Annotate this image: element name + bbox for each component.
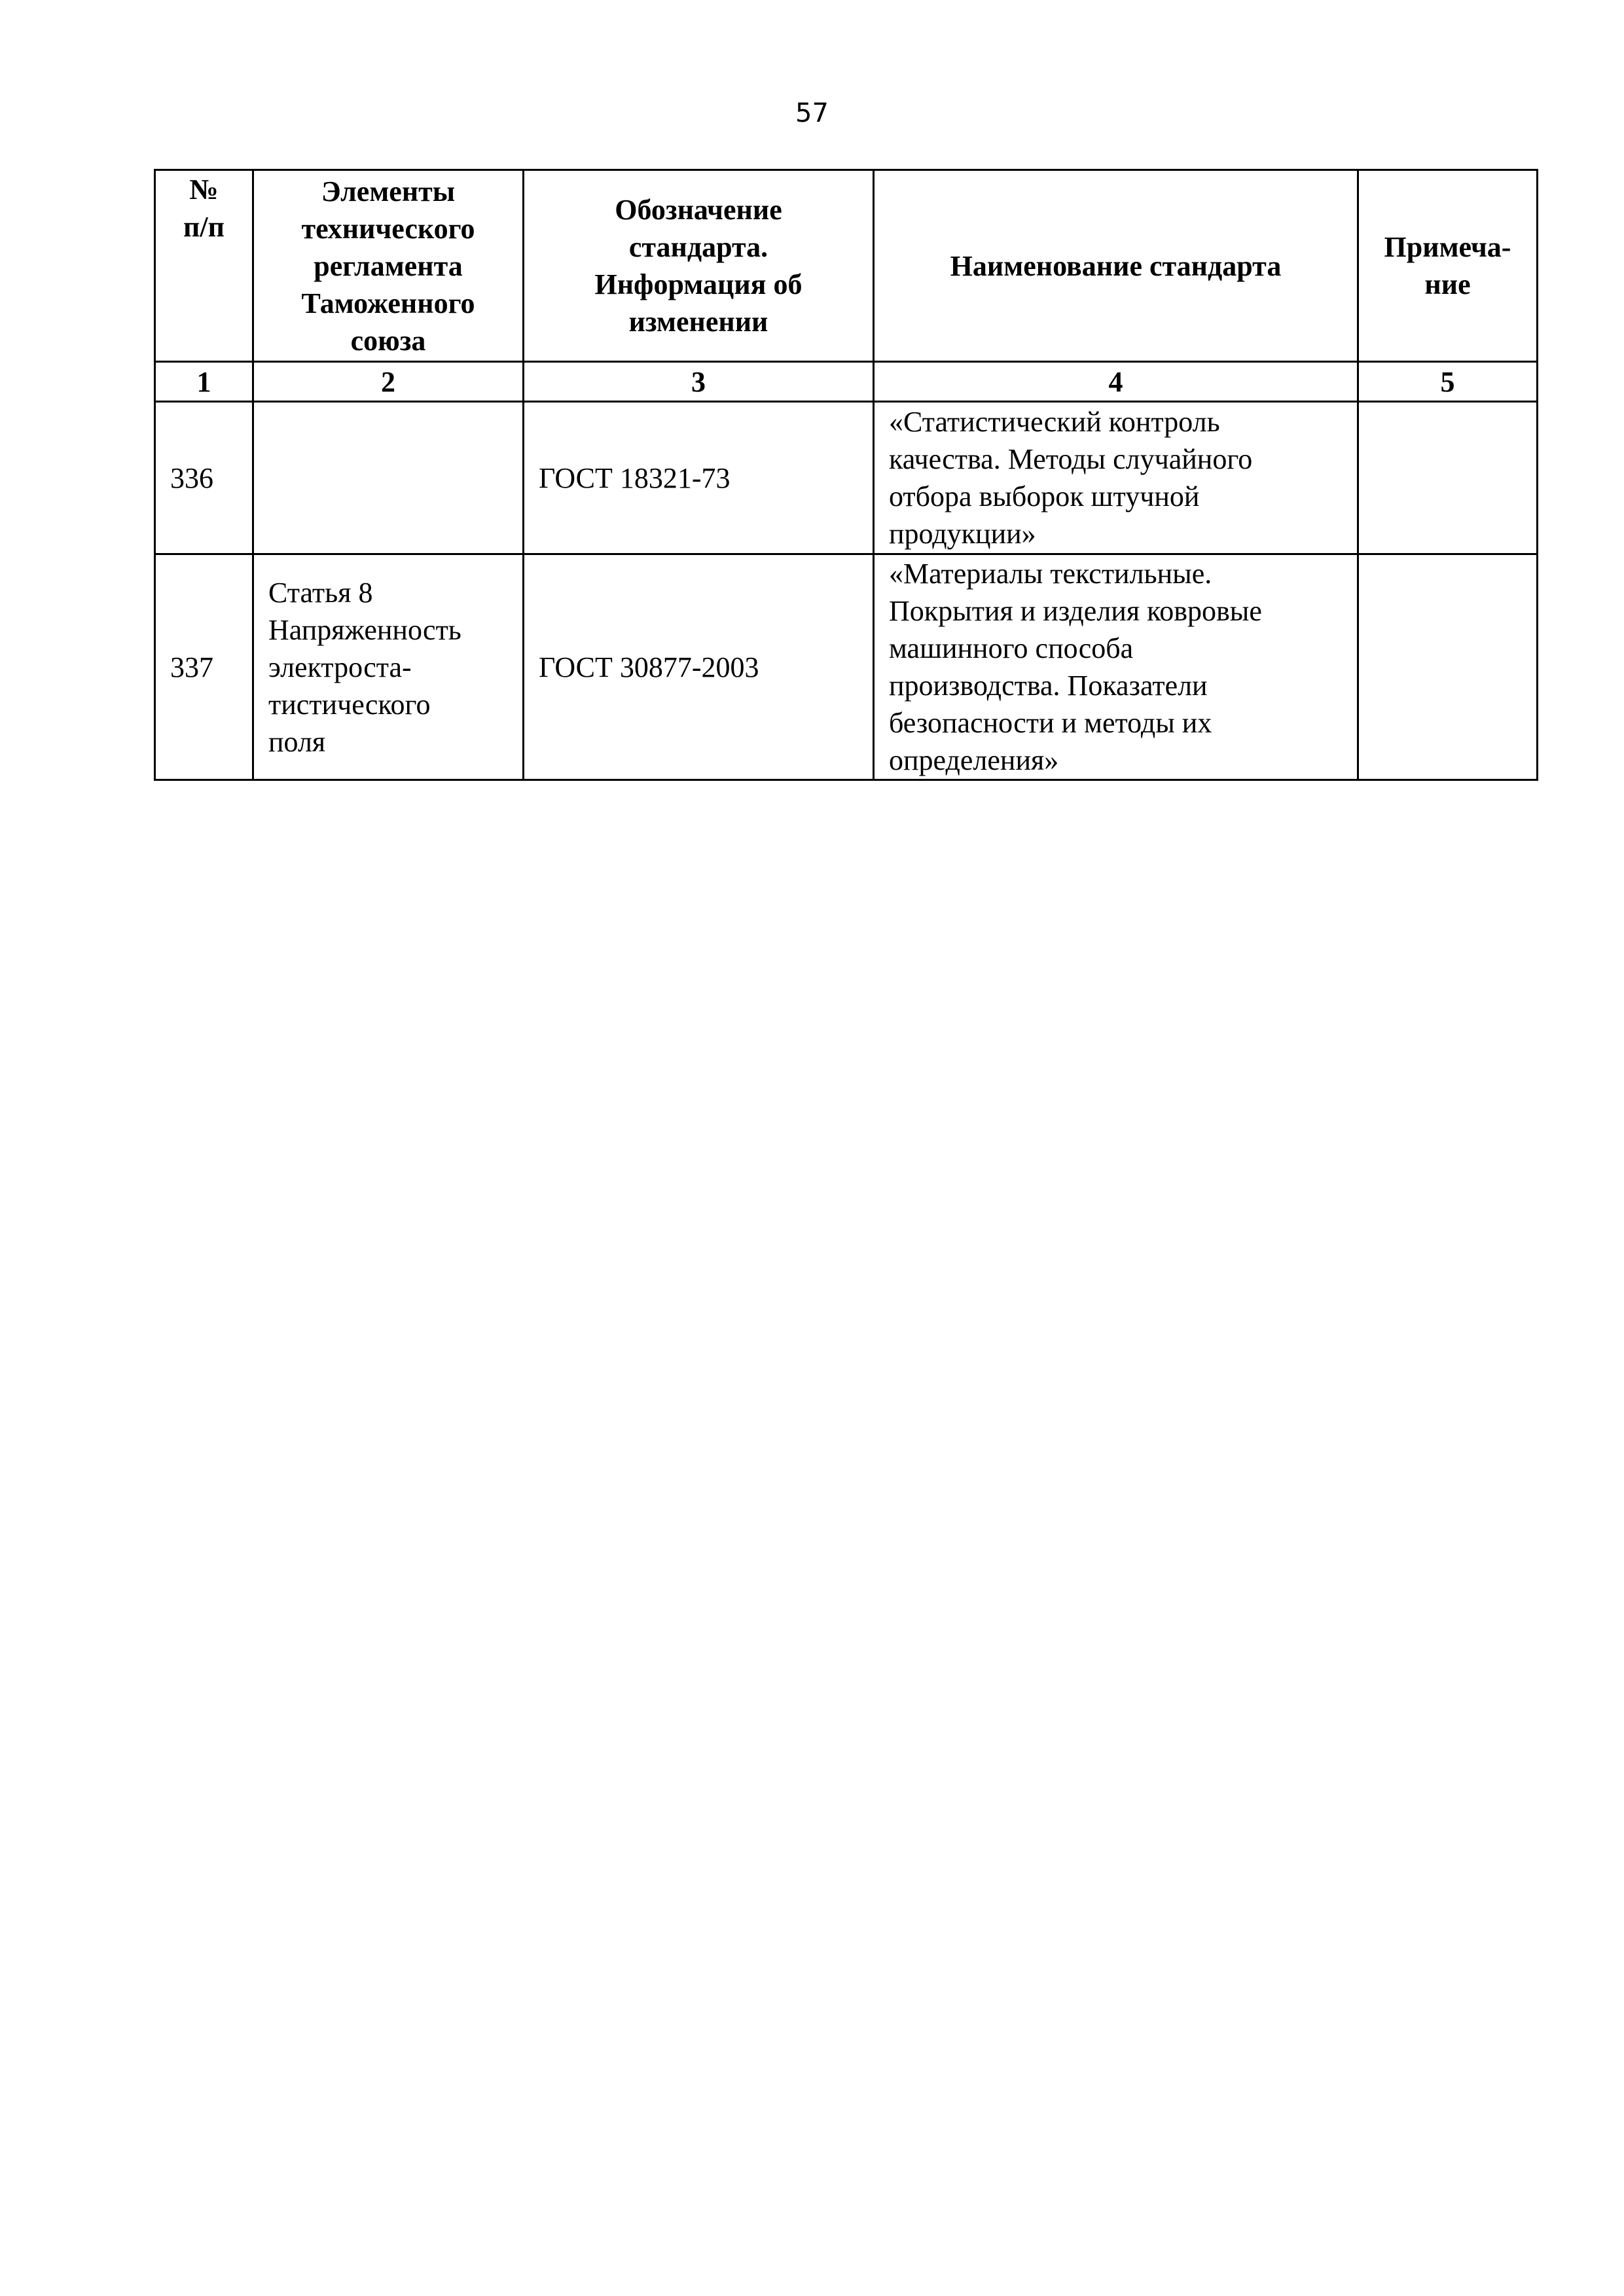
row-number: 337 xyxy=(155,554,253,780)
header-text: регламента xyxy=(314,249,463,282)
header-text: стандарта. xyxy=(628,231,768,263)
row-element xyxy=(253,554,524,780)
standard-name-line: машинного способа xyxy=(889,632,1134,664)
standard-name-line: безопасности и методы их xyxy=(889,707,1212,739)
header-text: ние xyxy=(1424,268,1471,300)
header-standard-name xyxy=(874,170,1358,362)
header-text: Наименование стандарта xyxy=(950,249,1282,282)
column-number: 2 xyxy=(253,362,524,402)
element-line: Напряженность xyxy=(268,613,461,646)
element-line: электроста- xyxy=(268,651,412,683)
row-standard-name xyxy=(874,402,1358,554)
standard-name-line: производства. Показатели xyxy=(889,670,1208,702)
column-number: 1 xyxy=(155,362,253,402)
header-text: Информация об xyxy=(594,268,803,300)
header-item-number xyxy=(155,170,253,362)
table-row xyxy=(155,402,1538,554)
row-note xyxy=(1358,402,1538,554)
standard-name-line: определения» xyxy=(889,744,1059,776)
standard-name-line: качества. Методы случайного xyxy=(889,443,1253,475)
element-line: Статья 8 xyxy=(268,576,373,609)
row-standard-name xyxy=(874,554,1358,780)
row-designation: ГОСТ 18321-73 xyxy=(524,402,874,554)
header-text: п/п xyxy=(183,211,225,243)
standard-name-line: продукции» xyxy=(889,518,1036,550)
header-text: технического xyxy=(301,212,475,245)
header-text: Таможенного xyxy=(301,287,475,319)
row-note xyxy=(1358,554,1538,780)
column-number-row xyxy=(155,362,1538,402)
standard-name-line: «Материалы текстильные. xyxy=(889,558,1212,590)
row-element xyxy=(253,402,524,554)
header-text: Элементы xyxy=(321,175,456,207)
row-number: 336 xyxy=(155,402,253,554)
page-number: 57 xyxy=(795,98,829,128)
standard-name-line: «Статистический контроль xyxy=(889,406,1220,438)
column-number: 3 xyxy=(524,362,874,402)
header-text: изменении xyxy=(628,306,768,338)
standard-name-line: отбора выборок штучной xyxy=(889,480,1200,512)
standard-name-line: Покрытия и изделия ковровые xyxy=(889,595,1262,627)
header-text: № xyxy=(189,173,219,206)
row-designation: ГОСТ 30877-2003 xyxy=(524,554,874,780)
element-line: тистического xyxy=(268,688,431,721)
column-number: 5 xyxy=(1358,362,1538,402)
element-line: поля xyxy=(268,725,326,758)
table-row xyxy=(155,554,1538,780)
header-standard-designation xyxy=(524,170,874,362)
header-row xyxy=(155,170,1538,362)
header-note xyxy=(1358,170,1538,362)
header-text: Обозначение xyxy=(615,194,782,226)
header-regulation-elements xyxy=(253,170,524,362)
header-text: союза xyxy=(350,324,426,357)
column-number: 4 xyxy=(874,362,1358,402)
header-text: Примеча- xyxy=(1384,231,1511,263)
standards-table xyxy=(154,169,1538,781)
